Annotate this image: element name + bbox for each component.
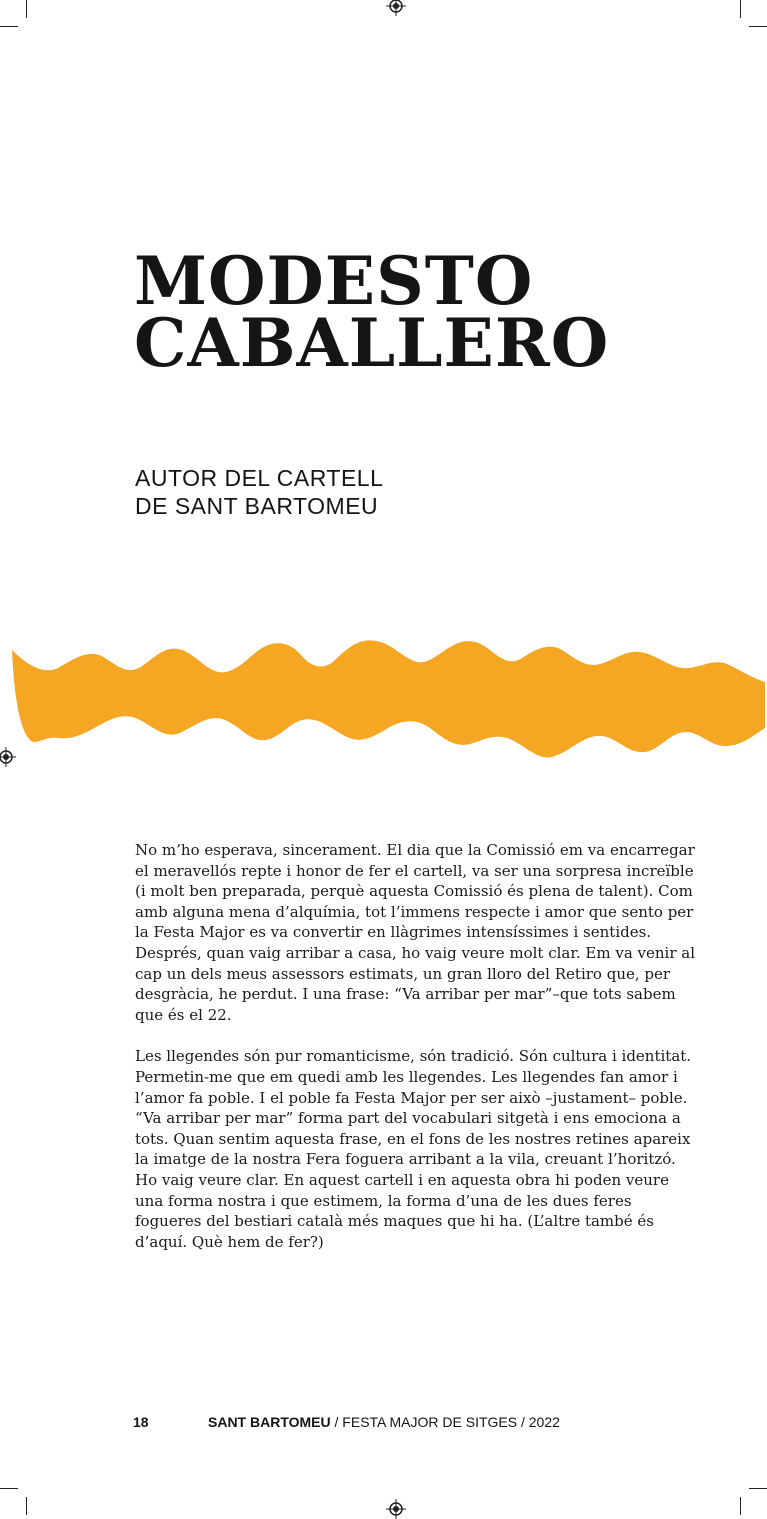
orange-brush-stripe: [0, 628, 767, 768]
running-footer: [208, 1414, 560, 1430]
crop-mark-bottom-right-h: [749, 1488, 767, 1489]
page-title: [134, 242, 610, 382]
page-number: 18: [133, 1414, 149, 1430]
crop-mark-bottom-left: [26, 1497, 27, 1515]
crop-mark-top-left: [26, 0, 27, 18]
body-paragraph-2: Les llegendes són pur romanticisme, són tradició. Són cultura i identitat. Permetin-me que em quedi amb les llegendes. Les llegendes fan amor i l’amor fa poble. I el poble fa Festa Major per ser això –justament– poble. “Va arribar per mar” forma part del vocabulari sitgetà i ens emociona a tots. Quan sentim aquesta frase, en el fons de les nostres retines apareix la imatge de la nostra Fera foguera arribant a la vila, creuant l’horitzó. Ho vaig veure clar. En aquest cartell i en aquesta obra hi poden veure una forma nostra i que estimem, la forma d’una de les dues feres fogueres del bestiari català més maques que hi ha. (L’altre també és d’aquí. Què hem de fer?): [135, 1047, 692, 1251]
subtitle-line-1: AUTOR DEL CARTELL: [135, 465, 384, 491]
registration-mark-bottom-icon: [386, 1499, 406, 1519]
body-paragraph-1: No m’ho esperava, sincerament. El dia que la Comissió em va encarregar el meravellós repte i honor de fer el cartell, va ser una sorpresa increïble (i molt ben preparada, perquè aquesta Comissió és plena de talent). Com amb alguna mena d’alquímia, tot l’immens respecte i amor que sento per la Festa Major es va convertir en llàgrimes intensíssimes i sentides. Després, quan vaig arribar a casa, ho vaig veure molt clar. Em va venir al cap un dels meus assessors estimats, un gran lloro del Retiro que, per desgràcia, he perdut. I una frase: “Va arribar per mar”–que tots sabem que és el 22.: [135, 841, 696, 1024]
crop-mark-top-left-h: [0, 26, 18, 27]
subtitle-line-2: DE SANT BARTOMEU: [135, 493, 379, 519]
registration-mark-top-icon: [386, 0, 406, 16]
page-subtitle: [135, 464, 383, 520]
running-footer-rest: / FESTA MAJOR DE SITGES / 2022: [330, 1414, 560, 1430]
crop-mark-top-right-h: [749, 26, 767, 27]
crop-mark-bottom-right: [740, 1497, 741, 1515]
crop-mark-bottom-left-h: [0, 1488, 18, 1489]
brush-stripe-shape: [12, 640, 765, 757]
title-line-1: MODESTO: [134, 242, 534, 320]
article-body: [135, 840, 700, 1273]
running-footer-bold: SANT BARTOMEU: [208, 1414, 331, 1430]
title-line-2: CABALLERO: [134, 304, 610, 382]
crop-mark-top-right: [740, 0, 741, 18]
